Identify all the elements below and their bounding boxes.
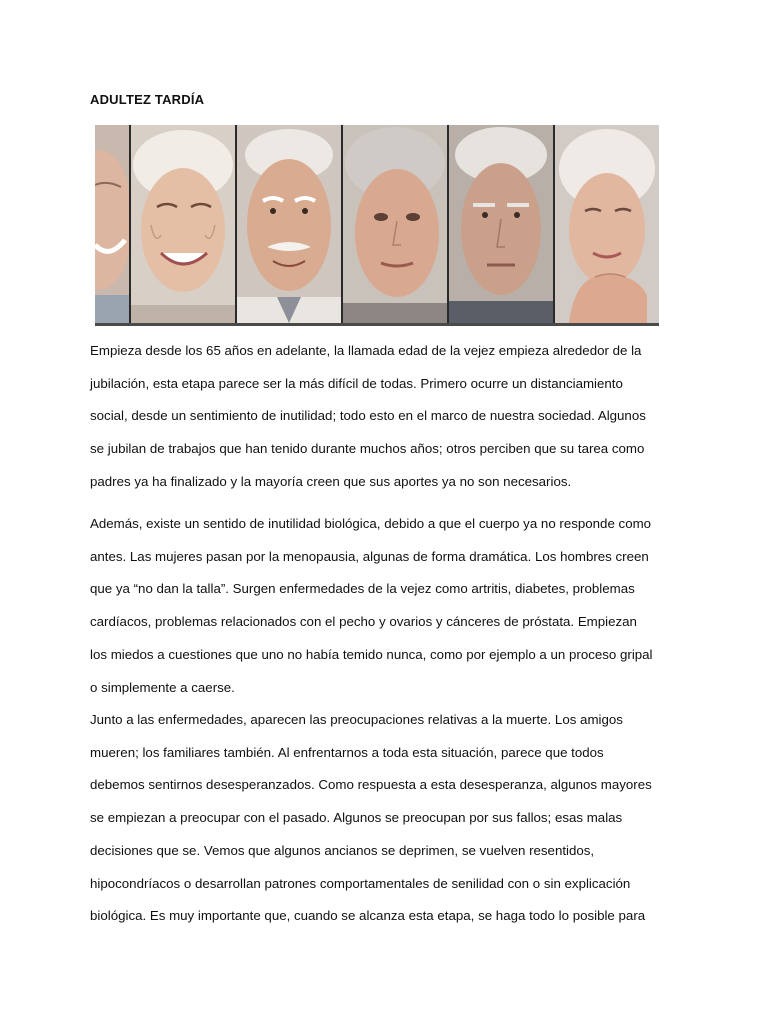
text-line: se empiezan a preocupar con el pasado. Algunos se preocupan por sus fallos; esas malas [90,810,623,826]
text-line: antes. Las mujeres pasan por la menopausia, algunas de forma dramática. Los hombres creen [90,548,649,564]
text-line: cardíacos, problemas relacionados con el pecho y ovarios y cánceres de próstata. Empiezan [90,614,637,630]
text-line: Además, existe un sentido de inutilidad biológica, debido a que el cuerpo ya no responde como [90,516,652,531]
portrait-5 [449,125,555,323]
text-line: se jubilan de trabajos que han tenido durante muchos años; otros perciben que su tarea como [90,441,645,457]
text-line: hipocondríacos o desarrollan patrones comportamentales de senilidad con o sin explicación [90,875,631,891]
portrait-1 [95,125,131,323]
portrait-4 [343,125,449,323]
text-line: jubilación, esta etapa parece ser la más difícil de todas. Primero ocurre un distanciamiento [90,375,623,391]
document-title: ADULTEZ TARDÍA [90,92,205,107]
text-line: debemos sentirnos desesperanzados. Como respuesta a esta desesperanza, algunos mayores [90,777,652,793]
paragraph-2 [90,508,690,704]
text-line: social, desde un sentimiento de inutilidad; todo esto en el marco de nuestra sociedad. Algunos [90,408,646,424]
text-line: o simplemente a caerse. [90,679,235,695]
text-line: que ya “no dan la talla”. Surgen enfermedades de la vejez como artritis, diabetes, problemas [90,581,635,597]
text-line: padres ya ha finalizado y la mayoría creen que sus aportes ya no son necesarios. [90,473,572,489]
text-line: biológica. Es muy importante que, cuando se alcanza esta etapa, se haga todo lo posible para [90,908,646,924]
portrait-3 [237,125,343,323]
text-line: Empieza desde los 65 años en adelante, la llamada edad de la vejez empieza alrededor de la [90,343,642,358]
text-line: decisiones que se. Vemos que algunos ancianos se deprimen, se vuelven resentidos, [90,842,595,858]
text-line: los miedos a cuestiones que uno no había temido nunca, como por ejemplo a un proceso gripal [90,646,653,662]
paragraph-3 [90,704,690,933]
paragraph-1 [90,335,690,499]
portrait-6 [555,125,659,323]
portrait-2 [131,125,237,323]
text-line: mueren; los familiares también. Al enfrentarnos a toda esta situación, parece que todos [90,744,604,760]
text-line: Junto a las enfermedades, aparecen las preocupaciones relativas a la muerte. Los amigos [90,712,623,727]
elderly-faces-photo [95,125,659,326]
